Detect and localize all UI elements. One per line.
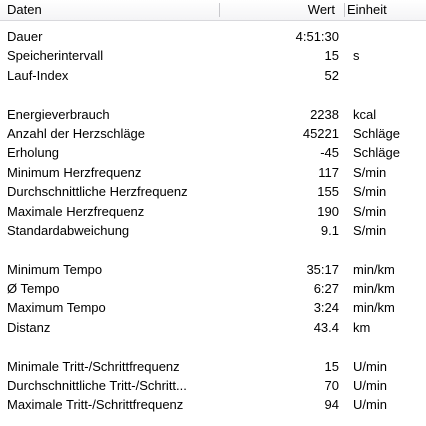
- table-row[interactable]: [0, 182, 426, 201]
- row-label: Speicherintervall: [7, 48, 104, 64]
- row-value: 155: [317, 184, 339, 200]
- row-value: [273, 240, 340, 259]
- row-label: Maximale Herzfrequenz: [7, 203, 145, 219]
- row-value: 45221: [302, 125, 339, 141]
- row-label: Minimum Tempo: [7, 261, 103, 277]
- row-label: Minimum Herzfrequenz: [7, 164, 142, 180]
- table-row[interactable]: [0, 357, 426, 376]
- row-value: -45: [320, 145, 339, 161]
- row-unit: S/min: [353, 164, 387, 180]
- row-value: 9.1: [320, 222, 339, 238]
- row-unit: min/km: [353, 300, 395, 316]
- row-value: 70: [324, 378, 339, 394]
- list-separator-row: [0, 85, 426, 104]
- row-label: Maximum Tempo: [7, 300, 106, 316]
- row-unit: [340, 240, 426, 259]
- row-label: [0, 240, 273, 259]
- row-label: Lauf-Index: [7, 67, 69, 83]
- row-unit: U/min: [353, 397, 387, 413]
- column-header-daten[interactable]: Daten: [7, 2, 42, 17]
- row-value: 15: [324, 358, 339, 374]
- list-rows: [0, 27, 426, 415]
- table-row[interactable]: [0, 202, 426, 221]
- row-label: Energieverbrauch: [7, 106, 110, 122]
- row-unit: Schläge: [353, 145, 400, 161]
- row-unit: [340, 66, 426, 85]
- row-value: [273, 85, 340, 104]
- row-unit: s: [353, 48, 360, 64]
- row-label: Standardabweichung: [7, 222, 130, 238]
- row-value: 94: [324, 397, 339, 413]
- table-row[interactable]: [0, 260, 426, 279]
- row-unit: km: [353, 319, 371, 335]
- table-row[interactable]: [0, 376, 426, 395]
- table-row[interactable]: [0, 163, 426, 182]
- row-value: 6:27: [313, 281, 339, 297]
- row-label: Maximale Tritt-/Schrittfrequenz: [7, 397, 184, 413]
- row-unit: min/km: [353, 281, 395, 297]
- list-separator-row: [0, 337, 426, 356]
- row-value: 190: [317, 203, 339, 219]
- table-row[interactable]: [0, 395, 426, 414]
- row-label: Durchschnittliche Herzfrequenz: [7, 184, 188, 200]
- row-value: 43.4: [313, 319, 339, 335]
- table-row[interactable]: [0, 318, 426, 337]
- table-row[interactable]: [0, 66, 426, 85]
- row-unit: U/min: [353, 358, 387, 374]
- row-value: 2238: [310, 106, 339, 122]
- row-unit: S/min: [353, 203, 387, 219]
- row-unit: S/min: [353, 222, 387, 238]
- row-value: 3:24: [313, 300, 339, 316]
- table-row[interactable]: [0, 298, 426, 317]
- row-label: Dauer: [7, 29, 43, 44]
- row-value: 52: [324, 67, 339, 83]
- list-separator-row: [0, 240, 426, 259]
- table-row[interactable]: [0, 221, 426, 240]
- row-value: 15: [324, 48, 339, 64]
- row-unit: [340, 27, 426, 46]
- row-label: Anzahl der Herzschläge: [7, 125, 146, 141]
- row-value: 4:51:30: [295, 29, 339, 44]
- row-unit: Schläge: [353, 125, 400, 141]
- row-unit: U/min: [353, 378, 387, 394]
- column-divider[interactable]: [219, 3, 220, 17]
- row-value: 35:17: [306, 261, 339, 277]
- column-header-wert[interactable]: Wert: [307, 2, 335, 17]
- table-row[interactable]: [0, 124, 426, 143]
- row-unit: [340, 85, 426, 104]
- table-row[interactable]: [0, 46, 426, 65]
- column-header-einheit[interactable]: Einheit: [347, 2, 387, 17]
- row-unit: kcal: [353, 106, 377, 122]
- row-label: [0, 85, 273, 104]
- table-row[interactable]: [0, 105, 426, 124]
- column-divider[interactable]: [344, 3, 345, 17]
- row-label: Durchschnittliche Tritt-/Schritt...: [7, 378, 187, 394]
- row-unit: [340, 337, 426, 356]
- row-unit: min/km: [353, 261, 395, 277]
- row-label: Ø Tempo: [7, 281, 60, 297]
- row-label: Distanz: [7, 319, 51, 335]
- table-row[interactable]: [0, 27, 426, 46]
- table-row[interactable]: [0, 279, 426, 298]
- row-unit: S/min: [353, 184, 387, 200]
- table-row[interactable]: [0, 143, 426, 162]
- column-header: [0, 0, 426, 21]
- row-value: [273, 337, 340, 356]
- row-label: Erholung: [7, 145, 60, 161]
- row-label: [0, 337, 273, 356]
- row-value: 117: [318, 164, 339, 180]
- row-label: Minimale Tritt-/Schrittfrequenz: [7, 358, 180, 374]
